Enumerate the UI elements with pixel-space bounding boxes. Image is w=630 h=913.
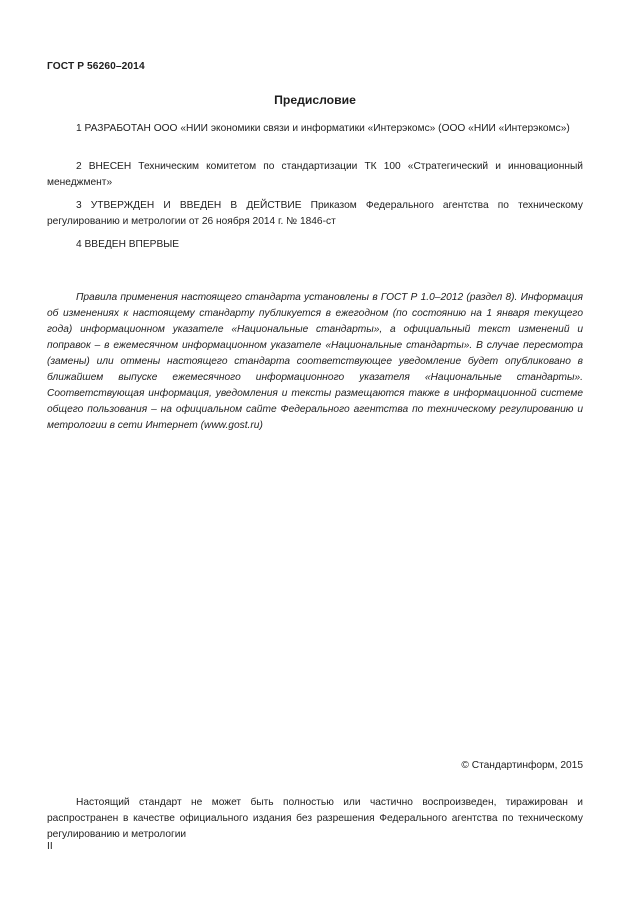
page-title: Предисловие — [274, 93, 356, 107]
foreword-item-1: 1 РАЗРАБОТАН ООО «НИИ экономики связи и информатики «Интерэкомс» (ООО «НИИ «Интерэкомс») — [76, 123, 570, 134]
rules-of-application-note: Правила применения настоящего стандарта установлены в ГОСТ Р 1.0–2012 (раздел 8). Информация об изменениях к настоящему стандарту публикуется в ежегодном (по состоянию на 1 января текущего года) информационном указателе «Национальные стандарты», а официальный текст изменений и поправок – в ежемесячном информационном указателе «Национальные стандарты». В случае пересмотра (замены) или отмены настоящего стандарта соответствующее уведомление будет опубликовано в ближайшем выпуске ежемесячного информационного указателя «Национальные стандарты». Соответствующая информация, уведомления и тексты размещаются также в информационной системе общего пользования – на официальном сайте Федерального агентства по техническому регулированию и метрологии в сети Интернет (www.gost.ru) — [47, 292, 583, 431]
standard-id: ГОСТ Р 56260–2014 — [47, 61, 145, 72]
foreword-item-3: 3 УТВЕРЖДЕН И ВВЕДЕН В ДЕЙСТВИЕ Приказом Федерального агентства по техническому регулированию и метрологии от 26 ноября 2014 г. № 1846-ст — [47, 200, 583, 227]
foreword-item-4: 4 ВВЕДЕН ВПЕРВЫЕ — [76, 239, 180, 250]
copyright-line: © Стандартинформ, 2015 — [461, 760, 583, 771]
foreword-item-2: 2 ВНЕСЕН Техническим комитетом по стандартизации ТК 100 «Стратегический и инновационный менеджмент» — [47, 161, 583, 188]
reproduction-note: Настоящий стандарт не может быть полностью или частично воспроизведен, тиражирован и распространен в качестве официального издания без разрешения Федерального агентства по техническому регулированию и метрологии — [47, 797, 583, 840]
page-number: II — [47, 841, 53, 852]
